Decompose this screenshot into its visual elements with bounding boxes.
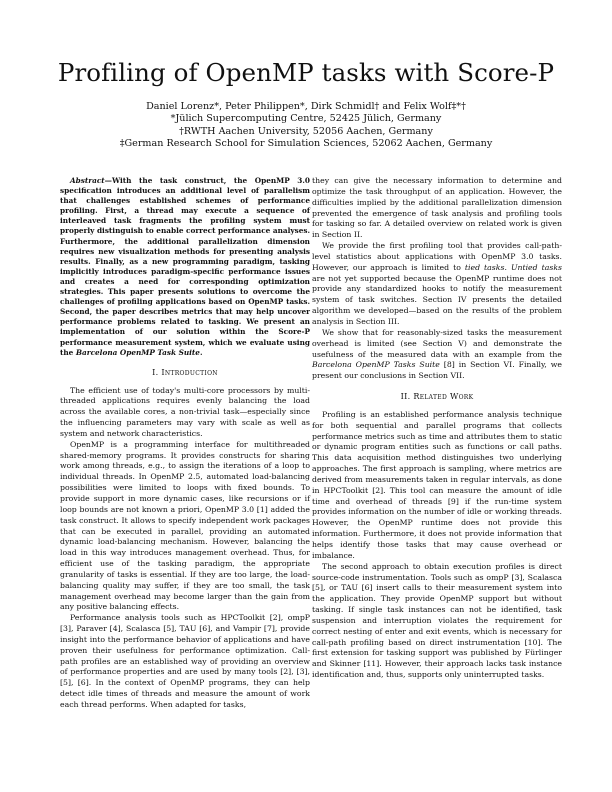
intro-paragraph-6 <box>312 328 562 382</box>
abstract-end: . <box>199 347 203 357</box>
abstract-suite: Barcelona OpenMP Task Suite <box>75 347 200 357</box>
abstract-text: —With the task construct, the OpenMP 3.0 specification introduces an additional level of parallelism that challenges established schemes of performance profiling. First, a thread may execute a sequence of interleaved task fragments the profiling system must properly distinguish to enable correct performance analyses. Furthermore, the additional parallelization dimension requires new visualization methods for presenting analysis results. Finally, as a new programming paradigm, tasking implicitly introduces paradigm-specific performance issues and creates a need for corresponding optimization strategies. This paper presents solutions to overcome the challenges of profiling applications based on OpenMP tasks. Second, the paper describes metrics that may help uncover performance problems related to tasking. We present an implementation of our solution within the Score-P performance measurement system, which we evaluate using the <box>60 176 311 357</box>
text-run: We show that for reasonably-sized tasks the measurement overhead is limited (see Section V) and demonstrate the usefulness of the measured data with an example from the <box>312 327 562 359</box>
untied-tasks-term: Untied tasks <box>510 262 562 272</box>
suite-name: Barcelona OpenMP Tasks Suite <box>312 360 440 370</box>
affiliation-1: *Jülich Supercomputing Centre, 52425 Jülich, Germany <box>170 113 442 125</box>
intro-paragraph-5 <box>312 241 562 328</box>
abstract-label: Abstract <box>70 176 105 185</box>
author-block <box>0 101 612 150</box>
tied-tasks-term: tied tasks <box>464 262 505 272</box>
section-number: I. <box>152 366 159 377</box>
abstract <box>60 176 310 358</box>
affiliation-2: †RWTH Aachen University, 52056 Aachen, Germany <box>179 125 433 137</box>
section-heading-introduction <box>60 367 310 378</box>
intro-paragraph-2: OpenMP is a programming interface for multithreaded shared-memory programs. It provides constructs for sharing work among threads, e.g., to assign the iterations of a loop to individual threads. In OpenMP 2.5, automated load-balancing possibilities were limited to loops with fixed bounds. To provide support in more dynamic cases, like recursions or if loop bounds are not known a priori, OpenMP 3.0 [1] added the task construct. It allows to specify independent work packages that can be executed in parallel, providing an automated dynamic load-balancing mechanism. However, balancing the load in this way introduces management overhead. Thus, for efficient use of the tasking paradigm, the appropriate granularity of tasks is essential. If they are too large, the load-balancing quality may suffer, if they are too small, the task management overhead may become larger than the gain from any positive balancing effects. <box>60 439 310 612</box>
left-column <box>60 176 310 711</box>
affiliation-3: ‡German Research School for Simulation Sciences, 52062 Aachen, Germany <box>119 137 493 149</box>
section-number: II. <box>400 391 411 402</box>
right-column <box>312 176 562 681</box>
text-run: [8] in Section VI. Finally, we present our conclusions in Section VII. <box>312 360 562 381</box>
section-heading-related-work <box>312 391 562 402</box>
related-paragraph-2: The second approach to obtain execution profiles is direct source-code instrumentation. Tools such as ompP [3], Scalasca [5], or TAU [6] insert calls to their measurement system into the application. They provide OpenMP support but without tasking. If single task instances can not be identified, task suspension and interruption violates the requirement for correct nesting of enter and exit events, which is necessary for call-path profiling based on direct instrumentation [10]. The first extension for tasking support was published by Fürlinger and Skinner [11]. However, their approach lacks task instance identification and, thus, supports only uninterrupted tasks. <box>312 561 562 680</box>
text-run: We provide the first profiling tool that provides call-path-level statistics about applications with OpenMP 3.0 tasks. However, our approach is limited to <box>312 241 562 272</box>
intro-paragraph-3: Performance analysis tools such as HPCToolkit [2], ompP [3], Paraver [4], Scalasca [5], TAU [6], and Vampir [7], provide insight into the performance behavior of applications and have proven their usefulness for performance optimization. Call-path profiles are an established way of providing an overview of performance properties and are used by many tools [2], [3], [5], [6]. In the context of OpenMP programs, they can help detect idle times of threads and measure the amount of work each thread performs. When adapted for tasks, <box>60 613 310 709</box>
related-paragraph-1: Profiling is an established performance analysis technique for both sequential and parallel programs that collects performance metrics such as time and attributes them to static or dynamic program entities such as functions or call paths. This data acquisition method distinguishes two underlying approaches. The first approach is sampling, where metrics are derived from measurements taken in regular intervals, as done in HPCToolkit [2]. This tool can measure the amount of idle time and overhead of threads [9] if the run-time system provides information on the number of idle or working threads. However, the OpenMP runtime does not provide this information. Furthermore, it does not provide information that helps identify those tasks that may cause overhead or imbalance. <box>312 409 562 560</box>
intro-paragraph-1: The efficient use of today's multi-core processors by multi-threaded applications requires evenly balancing the load across the available cores, a non-trivial task—especially since the influencing parameters may vary with scale as well as system and network characteristics. <box>60 385 310 438</box>
intro-paragraph-4: they can give the necessary information to determine and optimize the task throughput of an application. However, the difficulties implied by the additional parallelization dimension prevented the emergence of task analysis and profiling tools for tasking so far. A detailed overview on related work is given in Section II. <box>312 176 562 240</box>
author-names: Daniel Lorenz*, Peter Philippen*, Dirk Schmidl† and Felix Wolf‡*† <box>146 101 466 112</box>
text-run: are not yet supported because the OpenMP runtime does not provide any standardized hooks to notify the measurement system of task switches. Section IV presents the detailed algorithm we developed—based on the results of the problem analysis in Section III. <box>312 273 562 326</box>
text-run: . <box>504 262 511 272</box>
section-title: Introduction <box>161 366 218 377</box>
paper-title: Profiling of OpenMP tasks with Score-P <box>57 58 555 87</box>
section-title: Related Work <box>413 391 474 402</box>
